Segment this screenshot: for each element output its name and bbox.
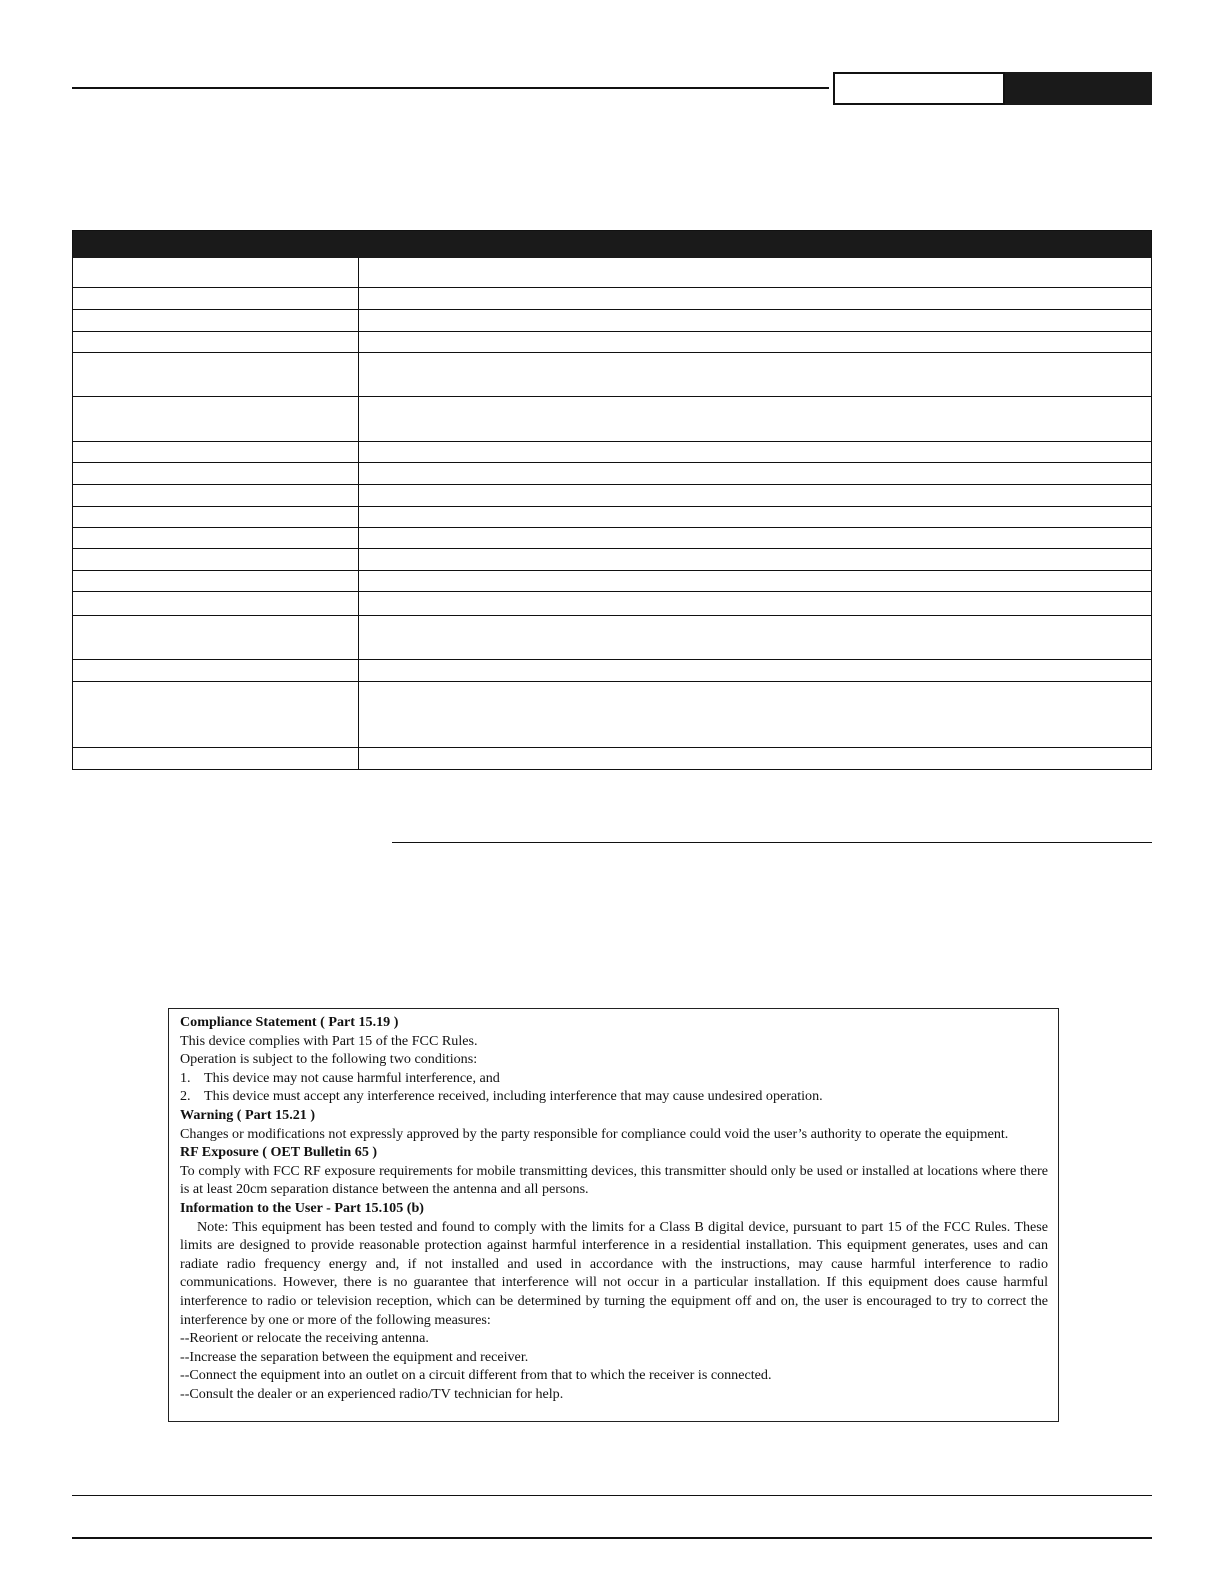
table-cell (73, 748, 359, 769)
table-row (73, 331, 1151, 352)
table-cell (73, 682, 359, 747)
table-cell (73, 310, 359, 331)
table-cell (359, 332, 1151, 352)
header-tab-filled (1005, 72, 1152, 105)
table-cell (359, 310, 1151, 331)
condition-text: This device may not cause harmful interference, and (204, 1069, 500, 1086)
table-cell (359, 258, 1151, 287)
table-cell (73, 616, 359, 659)
measure-item: --Connect the equipment into an outlet on a circuit different from that to which the receiver is connected. (180, 1367, 772, 1384)
table-row (73, 527, 1151, 548)
rf-exposure-heading: RF Exposure ( OET Bulletin 65 ) (180, 1144, 378, 1161)
spec-table (72, 230, 1152, 770)
spec-table-header (73, 231, 1151, 258)
section-rule (392, 842, 1152, 843)
table-cell (359, 485, 1151, 506)
table-cell (73, 660, 359, 681)
table-row (73, 659, 1151, 681)
compliance-text: Operation is subject to the following two conditions: (180, 1051, 478, 1068)
condition-item (180, 1069, 1048, 1088)
table-cell (359, 528, 1151, 548)
table-cell (73, 571, 359, 591)
table-row (73, 441, 1151, 462)
table-cell (359, 616, 1151, 659)
table-cell (359, 682, 1151, 747)
table-cell (73, 442, 359, 462)
measure-item: --Reorient or relocate the receiving antenna. (180, 1330, 429, 1347)
table-cell (359, 463, 1151, 484)
table-cell (73, 485, 359, 506)
compliance-text: This device complies with Part 15 of the FCC Rules. (180, 1032, 478, 1049)
footer-rule (72, 1537, 1152, 1539)
table-row (73, 258, 1151, 287)
table-row (73, 681, 1151, 747)
table-cell (359, 353, 1151, 396)
table-cell (359, 507, 1151, 527)
table-cell (73, 549, 359, 570)
table-row (73, 570, 1151, 591)
footer-rule (72, 1495, 1152, 1496)
table-row (73, 352, 1151, 396)
table-cell (359, 442, 1151, 462)
table-cell (359, 592, 1151, 615)
fcc-statement-box (168, 1008, 1059, 1422)
rf-exposure-text: To comply with FCC RF exposure requirements for mobile transmitting devices, this transmitter should only be used or installed at locations where there is at least 20cm separation distance between the antenna and all persons. (180, 1162, 1048, 1198)
table-row (73, 747, 1151, 769)
table-cell (73, 258, 359, 287)
table-row (73, 506, 1151, 527)
table-cell (73, 463, 359, 484)
table-cell (359, 660, 1151, 681)
warning-text: Changes or modifications not expressly approved by the party responsible for compliance could void the user’s authority to operate the equipment. (180, 1125, 1009, 1142)
table-cell (359, 748, 1151, 769)
table-cell (359, 549, 1151, 570)
measure-item: --Consult the dealer or an experienced radio/TV technician for help. (180, 1385, 564, 1402)
table-cell (359, 397, 1151, 441)
table-cell (73, 507, 359, 527)
table-row (73, 396, 1151, 441)
condition-number: 2. (180, 1088, 191, 1105)
header-tab-outline (833, 72, 1005, 105)
table-cell (73, 528, 359, 548)
table-cell (359, 571, 1151, 591)
info-heading: Information to the User - Part 15.105 (b) (180, 1199, 424, 1216)
table-cell (73, 332, 359, 352)
compliance-heading: Compliance Statement ( Part 15.19 ) (180, 1014, 399, 1030)
table-cell (73, 397, 359, 441)
table-row (73, 287, 1151, 309)
table-row (73, 484, 1151, 506)
condition-number: 1. (180, 1069, 191, 1086)
info-note: Note: This equipment has been tested and found to comply with the limits for a Class B digital device, pursuant to part 15 of the FCC Rules. These limits are designed to provide reasonable protection against harmful interference in a residential installation. This equipment generates, uses and can radiate radio frequency energy and, if not installed and used in accordance with the instructions, may cause harmful interference to radio communications. However, there is no guarantee that interference will not occur in a particular installation. If this equipment does cause harmful interference to radio or television reception, which can be determined by turning the equipment off and on, the user is encouraged to try to correct the interference by one or more of the following measures: (180, 1218, 1048, 1328)
condition-text: This device must accept any interference received, including interference that may cause undesired operation. (204, 1088, 823, 1105)
table-cell (73, 353, 359, 396)
table-row (73, 591, 1151, 615)
table-row (73, 548, 1151, 570)
table-row (73, 462, 1151, 484)
table-row (73, 309, 1151, 331)
measure-item: --Increase the separation between the equipment and receiver. (180, 1348, 529, 1365)
table-cell (73, 288, 359, 309)
warning-heading: Warning ( Part 15.21 ) (180, 1106, 316, 1123)
header-rule (72, 87, 829, 89)
table-cell (359, 288, 1151, 309)
condition-item (180, 1087, 1048, 1106)
table-cell (73, 592, 359, 615)
table-row (73, 615, 1151, 659)
